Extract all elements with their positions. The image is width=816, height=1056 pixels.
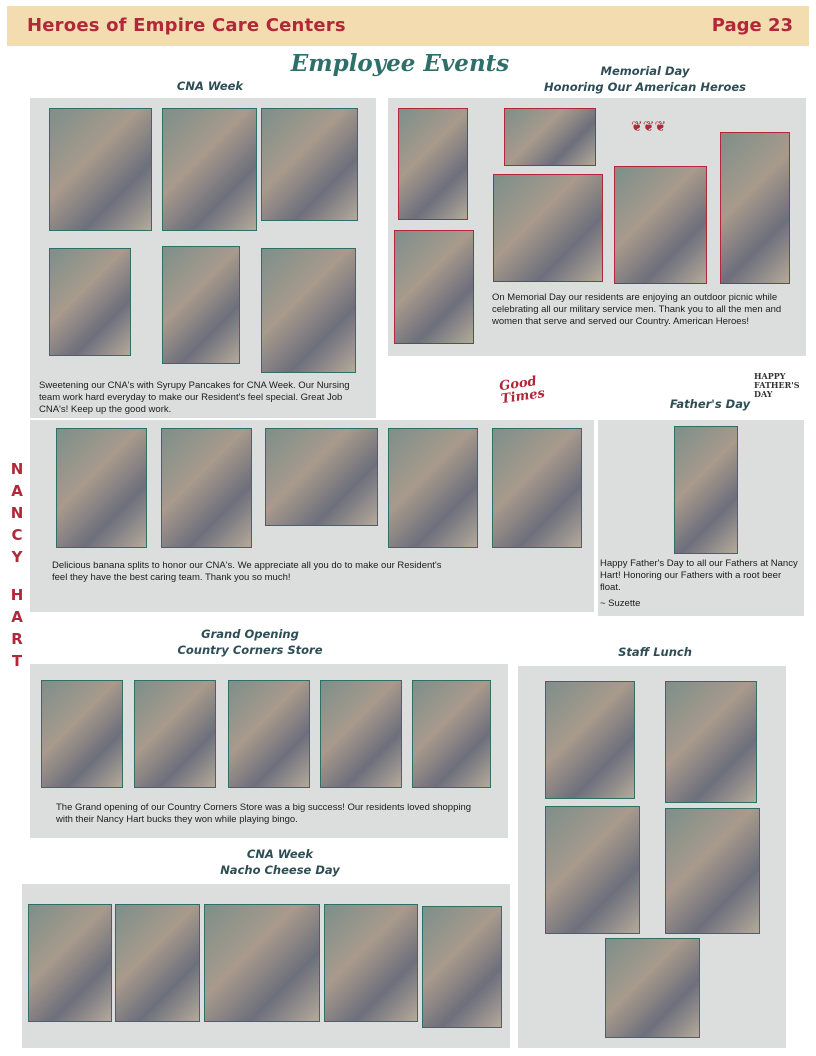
grand-opening-photo — [320, 680, 402, 788]
nacho-photo — [115, 904, 200, 1022]
side-letter: R — [11, 630, 23, 648]
grand-opening-panel — [30, 664, 508, 838]
staff-lunch-title: Staff Lunch — [618, 645, 692, 659]
memorial-photo — [493, 174, 603, 282]
grand-opening-photo — [41, 680, 123, 788]
memorial-title-line2: Honoring Our American Heroes — [544, 80, 746, 94]
memorial-day-caption: On Memorial Day our residents are enjoying an outdoor picnic while celebrating all our military service men. Thank you to all the men and women that serve and served our Country. American Heroes! — [492, 292, 782, 327]
page-number: Page 23 — [711, 15, 793, 36]
cna-photo — [49, 108, 152, 231]
cna-week-title: CNA Week — [176, 79, 244, 93]
staff-lunch-photo — [545, 806, 640, 934]
side-letter: A — [11, 482, 23, 500]
page-header — [7, 6, 809, 46]
nacho-title-line1: CNA Week — [246, 847, 314, 861]
side-letter: T — [11, 652, 23, 670]
memorial-photo — [614, 166, 707, 284]
staff-lunch-photo — [545, 681, 635, 799]
cna-photo — [261, 248, 356, 373]
memorial-photo — [398, 108, 468, 220]
banana-splits-panel — [30, 420, 594, 612]
banana-photo — [388, 428, 478, 548]
fathers-day-title: Father's Day — [669, 397, 751, 411]
cna-week-caption: Sweetening our CNA's with Syrupy Pancakes for CNA Week. Our Nursing team work hard everyday to make our Resident's feel special. Great Job CNA's! Keep up the good work. — [39, 380, 350, 415]
fathers-day-badge: HAPPY FATHER'S DAY — [754, 371, 800, 399]
staff-lunch-panel — [518, 666, 786, 1048]
staff-lunch-photo — [665, 808, 760, 934]
memorial-day-panel — [388, 98, 806, 356]
fathers-day-signature: ~ Suzette — [600, 598, 641, 609]
memorial-photo — [394, 230, 474, 344]
banana-photo — [56, 428, 147, 548]
side-letter: Y — [11, 548, 23, 566]
cna-photo — [49, 248, 131, 356]
cna-photo — [261, 108, 358, 221]
nacho-photo — [324, 904, 418, 1022]
staff-lunch-photo — [605, 938, 700, 1038]
cna-photo — [162, 246, 240, 364]
fathers-day-photo — [674, 426, 738, 554]
page-title: Employee Events — [290, 50, 510, 77]
side-letter: N — [10, 460, 24, 478]
grand-opening-title-line2: Country Corners Store — [177, 643, 323, 657]
grand-opening-photo — [412, 680, 491, 788]
fathers-day-caption: Happy Father's Day to all our Fathers at Nancy Hart! Honoring our Fathers with a root beer float. — [600, 558, 798, 593]
memorial-title-line1: Memorial Day — [600, 64, 690, 78]
grand-opening-photo — [228, 680, 310, 788]
banana-photo — [161, 428, 252, 548]
nacho-photo — [28, 904, 112, 1022]
side-letter: A — [11, 608, 23, 626]
banana-photo — [492, 428, 582, 548]
memorial-photo — [720, 132, 790, 284]
banana-photo — [265, 428, 378, 526]
nacho-photo — [422, 906, 502, 1028]
banana-splits-caption: Delicious banana splits to honor our CNA's. We appreciate all you do to make our Resident's feel they have the best caring team. Thank you so much! — [52, 560, 442, 583]
side-letter: H — [10, 586, 24, 604]
nacho-panel — [22, 884, 510, 1048]
cna-week-panel — [30, 98, 376, 418]
side-letter: C — [11, 526, 23, 544]
flag-eagle-photo — [504, 108, 596, 166]
staff-lunch-photo — [665, 681, 757, 803]
grand-opening-caption: The Grand opening of our Country Corners Store was a big success! Our residents loved shopping with their Nancy Hart bucks they won while playing bingo. — [56, 802, 472, 825]
butterfly-icon: ❦❦❦ — [631, 118, 667, 134]
grand-opening-title-line1: Grand Opening — [201, 627, 299, 641]
newsletter-title: Heroes of Empire Care Centers — [27, 15, 346, 36]
nacho-photo — [204, 904, 320, 1022]
good-times-graphic: Good Times — [498, 374, 546, 408]
nacho-title-line2: Nacho Cheese Day — [220, 863, 340, 877]
cna-photo — [162, 108, 257, 231]
fathers-day-panel — [598, 420, 804, 616]
grand-opening-photo — [134, 680, 216, 788]
side-letter: N — [10, 504, 24, 522]
